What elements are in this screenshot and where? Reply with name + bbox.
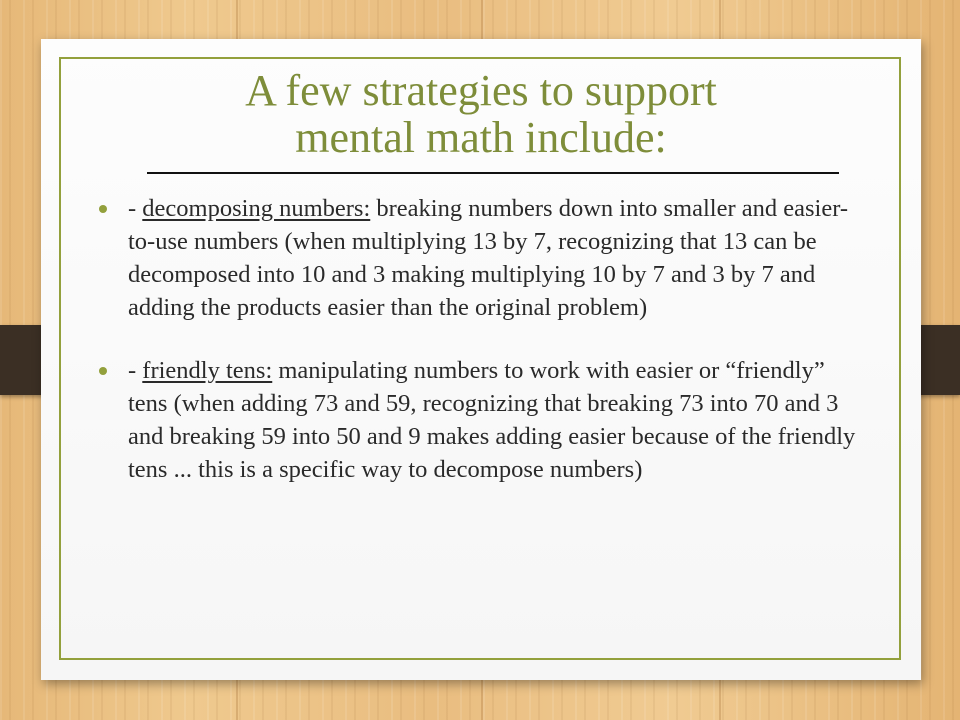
slide-title [41, 67, 921, 161]
bullet-text: manipulating numbers to work with easier or “friendly” tens (when adding 73 and 59, recognizing that breaking 73 into 70 and 3 and breaking 59 into 50 and 9 makes adding easier because of the friendly tens ... this is a specific way to decompose numbers) [128, 357, 856, 483]
bullet-term: friendly tens: [142, 357, 273, 384]
bullet-dot-icon [99, 205, 107, 213]
bullet-text: breaking numbers down into smaller and easier-to-use numbers (when multiplying 13 by 7, recognizing that 13 can be decomposed into 10 and 3 making multiplying 10 by 7 and 3 by 7 and adding the products easier than the original problem) [128, 195, 849, 321]
bullet-item-friendly-tens [99, 354, 859, 486]
title-underline [147, 172, 839, 174]
bullet-term: decomposing numbers: [142, 195, 371, 222]
bullet-dot-icon [99, 367, 107, 375]
bullet-prefix: - [128, 195, 143, 222]
title-line-2: mental math include: [295, 113, 667, 162]
bullet-prefix: - [128, 357, 143, 384]
bullet-item-decomposing-numbers [99, 192, 859, 324]
slide-paper [41, 39, 921, 680]
title-line-1: A few strategies to support [245, 66, 717, 115]
bullet-list [99, 192, 859, 516]
